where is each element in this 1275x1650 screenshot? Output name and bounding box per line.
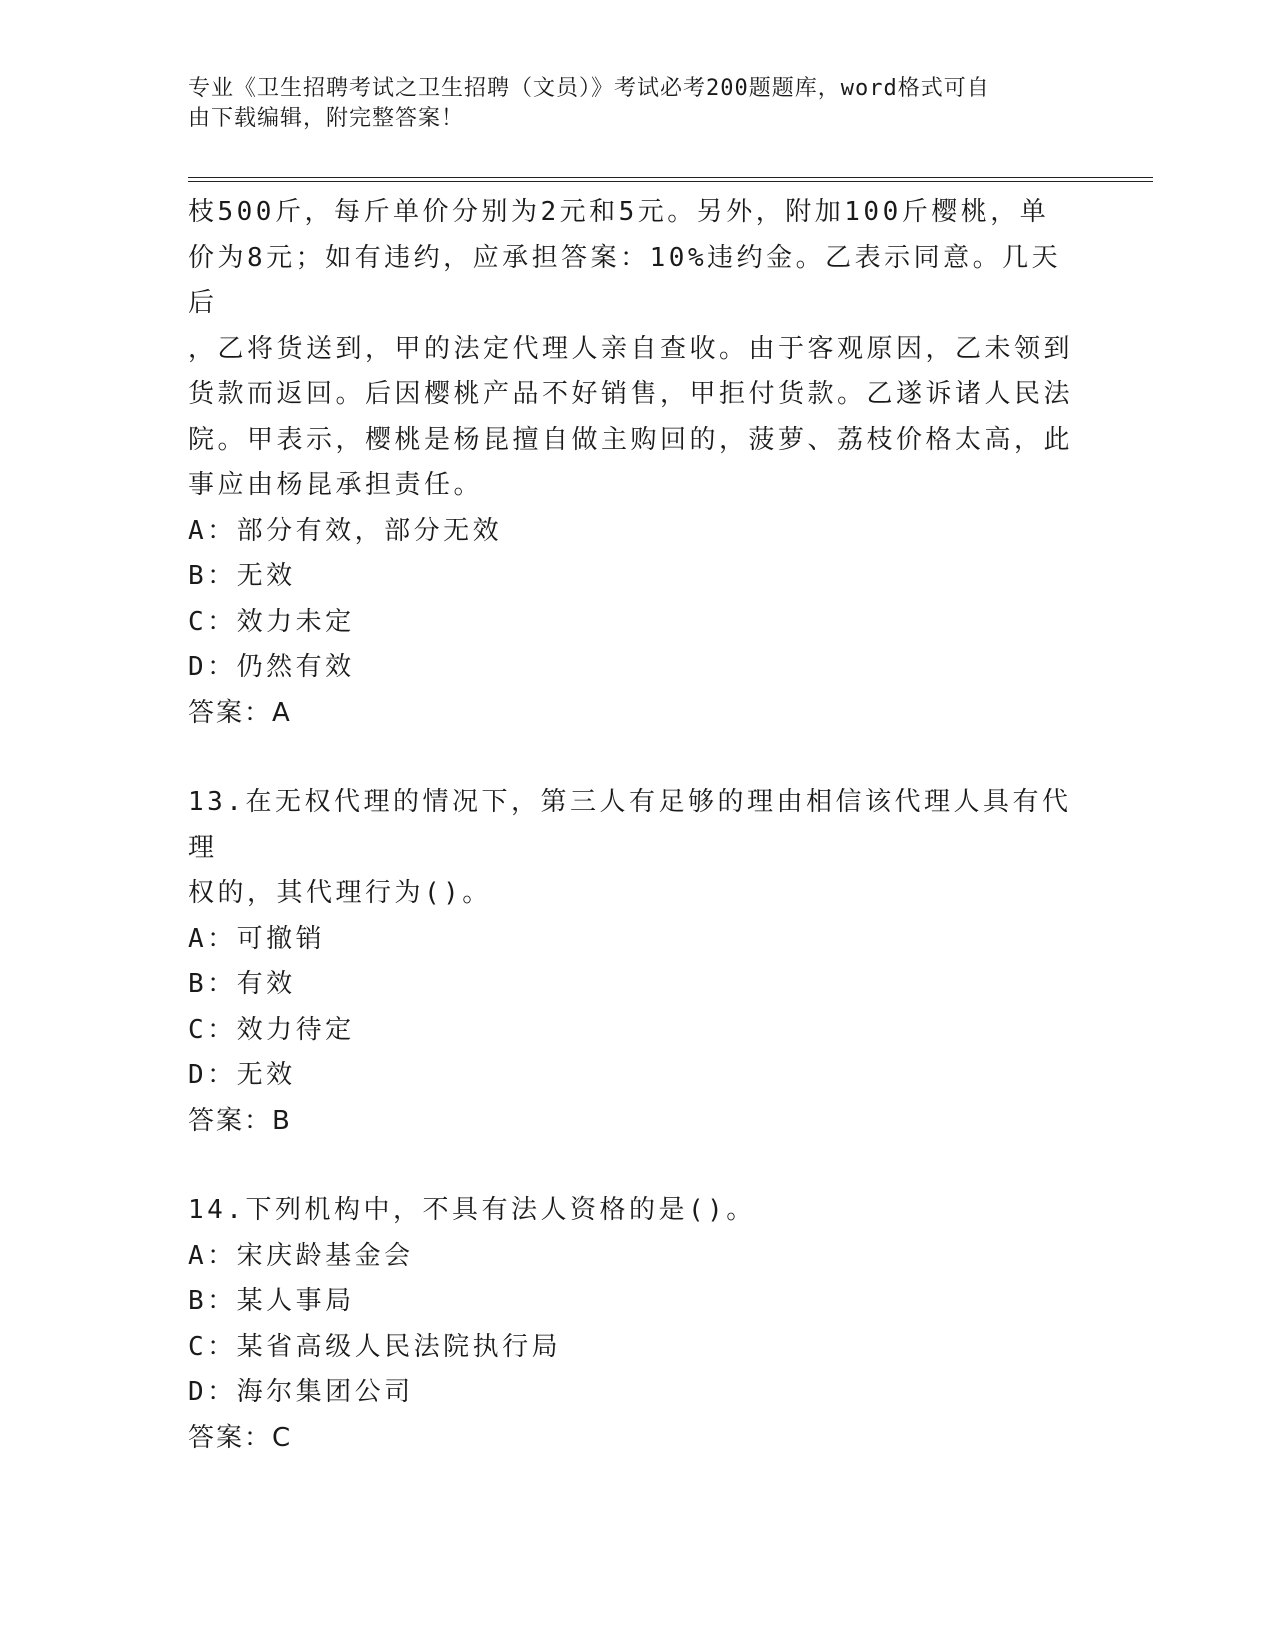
- option-a: A：部分有效，部分无效: [188, 515, 503, 546]
- option-c: C：效力待定: [188, 1014, 355, 1045]
- option-d: D：仍然有效: [188, 652, 355, 682]
- question-text-line: 事应由杨昆承担责任。: [188, 470, 484, 500]
- header-title-line-2: 由下载编辑，附完整答案！: [188, 106, 465, 131]
- option-b: B：某人事局: [188, 1286, 355, 1316]
- question-text-line: 院。甲表示，樱桃是杨昆擅自做主购回的，菠萝、荔枝价格太高，此: [188, 424, 1074, 455]
- option-c: C：效力未定: [188, 606, 355, 637]
- document-header: [188, 74, 1088, 134]
- question-12-continuation: [188, 190, 1088, 736]
- option-d: D：无效: [188, 1060, 296, 1090]
- question-text-line: ，乙将货送到，甲的法定代理人亲自查收。由于客观原因，乙未领到: [188, 333, 1074, 364]
- document-body: [188, 190, 1088, 1461]
- option-a: A：可撤销: [188, 923, 326, 954]
- question-text-line: 14.下列机构中，不具有法人资格的是()。: [188, 1195, 756, 1225]
- option-b: B：有效: [188, 969, 296, 999]
- question-13: [188, 780, 1088, 1144]
- question-text-line: 13.在无权代理的情况下，第三人有足够的理由相信该代理人具有代理: [188, 787, 1072, 863]
- question-text-line: 价为8元；如有违约，应承担答案：10%违约金。乙表示同意。几天后: [188, 242, 1062, 318]
- spacer: [188, 1144, 1088, 1188]
- answer-line: 答案：C: [188, 1422, 293, 1453]
- header-rule-bottom: [188, 181, 1153, 182]
- header-rule-top: [188, 177, 1153, 178]
- question-14: [188, 1188, 1088, 1461]
- header-title-line-1: 专业《卫生招聘考试之卫生招聘（文员）》考试必考200题题库，word格式可自: [188, 76, 990, 101]
- option-a: A：宋庆龄基金会: [188, 1240, 414, 1271]
- option-c: C：某省高级人民法院执行局: [188, 1331, 562, 1362]
- answer-line: 答案：A: [188, 697, 292, 728]
- option-d: D：海尔集团公司: [188, 1377, 414, 1407]
- option-b: B：无效: [188, 561, 296, 591]
- question-text-line: 权的，其代理行为()。: [188, 878, 492, 908]
- question-text-line: 枝500斤，每斤单价分别为2元和5元。另外，附加100斤樱桃，单: [188, 197, 1050, 227]
- question-text-line: 货款而返回。后因樱桃产品不好销售，甲拒付货款。乙遂诉诸人民法: [188, 379, 1074, 409]
- spacer: [188, 736, 1088, 780]
- answer-line: 答案：B: [188, 1105, 292, 1136]
